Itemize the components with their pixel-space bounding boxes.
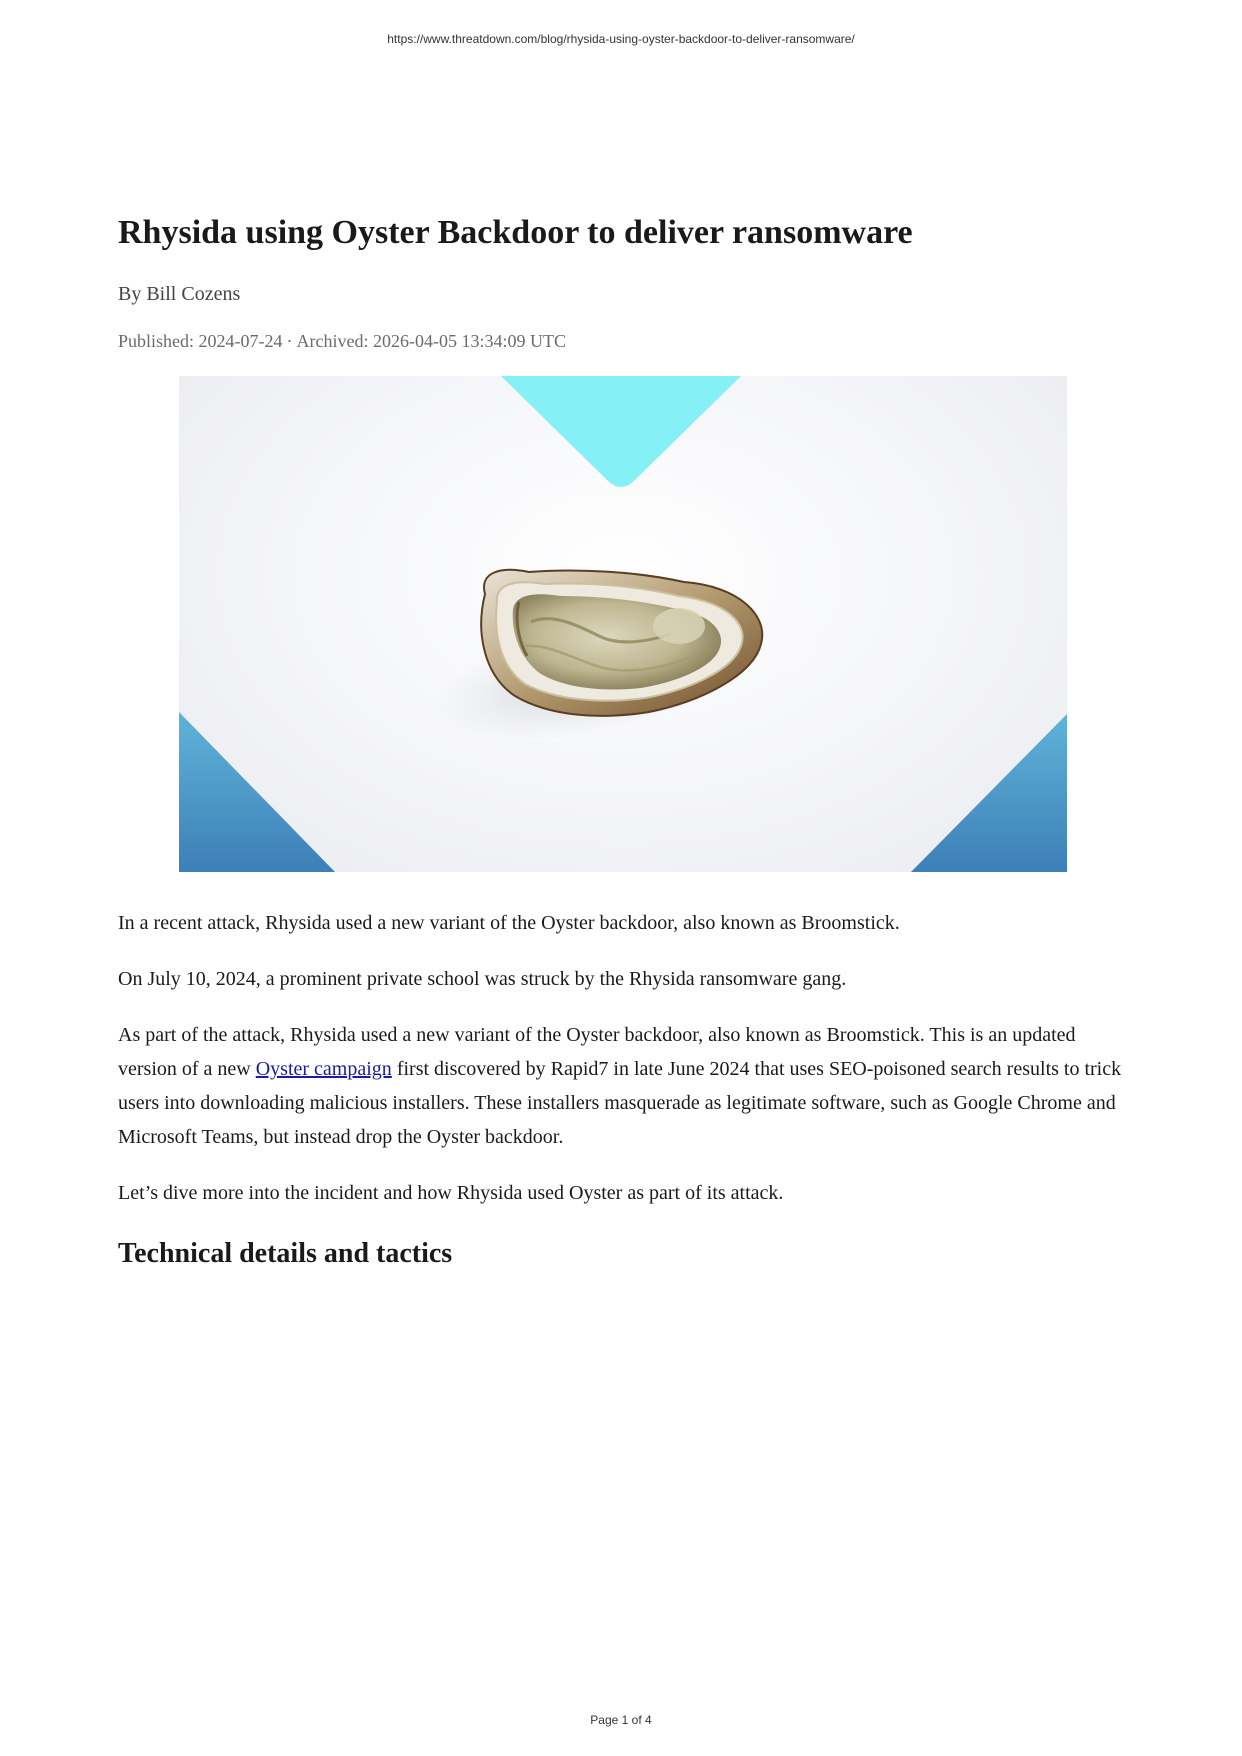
page-url: https://www.threatdown.com/blog/rhysida-using-oyster-backdoor-to-deliver-ransomware/ bbox=[387, 32, 855, 46]
paragraph-details-part1: As part of the attack, Rhysida used a new variant of the Oyster backdoor, also known as Broomstick. This is an updated version of a new bbox=[118, 1024, 1076, 1080]
archived-date: Archived: 2026-04-05 13:34:09 UTC bbox=[296, 331, 566, 351]
article-byline: By Bill Cozens bbox=[118, 283, 241, 305]
oyster-shell bbox=[481, 570, 762, 716]
bottom-left-triangle-shape bbox=[179, 712, 335, 872]
bottom-right-triangle-shape bbox=[911, 714, 1067, 872]
page-number: Page 1 of 4 bbox=[590, 1713, 652, 1727]
paragraph-transition: Let’s dive more into the incident and how Rhysida used Oyster as part of its attack. bbox=[118, 1182, 784, 1204]
oyster-image bbox=[179, 376, 1067, 872]
section-heading-technical: Technical details and tactics bbox=[118, 1238, 453, 1269]
article bbox=[118, 210, 1126, 1274]
paragraph-incident: On July 10, 2024, a prominent private school was struck by the Rhysida ransomware gang. bbox=[118, 968, 847, 990]
paragraph-details bbox=[118, 1018, 1126, 1154]
article-meta bbox=[118, 328, 1126, 354]
meta-separator: · bbox=[286, 331, 293, 351]
article-body bbox=[118, 906, 1126, 1210]
hero-image bbox=[179, 376, 1067, 872]
article-title: Rhysida using Oyster Backdoor to deliver ransomware bbox=[118, 214, 913, 251]
paragraph-intro: In a recent attack, Rhysida used a new variant of the Oyster backdoor, also known as Broomstick. bbox=[118, 912, 900, 934]
top-triangle-shape bbox=[501, 376, 741, 487]
oyster-campaign-link[interactable]: Oyster campaign bbox=[255, 1058, 392, 1080]
published-date: Published: 2024-07-24 bbox=[118, 331, 283, 351]
paragraph-details-part2: first discovered by Rapid7 in late June 2024 that uses SEO-poisoned search results to trick users into downloading malicious installers. These installers masquerade as legitimate software, such as Google Chrome and Microsoft Teams, but instead drop the Oyster backdoor. bbox=[118, 1058, 1122, 1148]
